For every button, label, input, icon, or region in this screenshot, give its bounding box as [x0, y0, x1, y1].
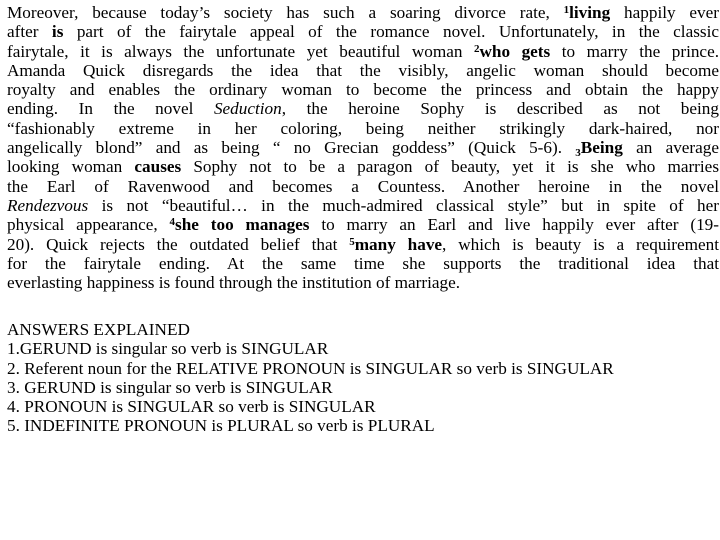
passage-text: to marry an Earl and live happily ever after (19- — [309, 215, 720, 235]
passage-text: physical appearance, — [7, 215, 170, 235]
book-title: Seduction — [213, 99, 282, 119]
passage-line-7: “fashionably extreme in her coloring, being neither strikingly dark-haired, nor — [7, 118, 719, 138]
essay-passage — [7, 3, 719, 292]
bold-verb-phrase: who gets — [479, 41, 551, 61]
passage-text: to marry the prince. — [550, 41, 719, 61]
passage-text: Sophy not to be a paragon of beauty, yet it is she who marries — [181, 157, 720, 177]
passage-line-5: royalty and enables the ordinary woman to become the princess and obtain the happy — [7, 80, 719, 100]
passage-line-3 — [7, 42, 719, 61]
passage-text: part of the fairytale appeal of the romance novel. Unfortunately, in the classic — [63, 22, 719, 42]
marker-number: 2 — [473, 42, 480, 55]
book-title: Rendezvous — [7, 195, 89, 215]
answers-section — [7, 320, 707, 436]
passage-text: Moreover, because today’s society has such a soaring divorce rate, — [7, 3, 564, 22]
passage-line-8 — [7, 138, 719, 160]
passage-text: fairytale, it is always the unfortunate yet beautiful woman — [7, 41, 474, 61]
answers-heading: ANSWERS EXPLAINED — [7, 320, 190, 339]
answer-item-5: 5. INDEFINITE PRONOUN is PLURAL so verb is PLURAL — [7, 416, 435, 436]
passage-text: looking woman — [7, 157, 135, 177]
passage-text: ending. In the novel — [7, 99, 214, 119]
passage-line-4: Amanda Quick disregards the idea that the visibly, angelic woman should become — [7, 60, 719, 80]
passage-text: is not “beautiful… in the much-admired classical style” but in spite of her — [88, 195, 719, 215]
passage-text: , the heroine Sophy is described as not being — [281, 99, 719, 119]
bold-verb-phrase: is — [51, 22, 64, 42]
bold-verb-phrase: many have — [354, 234, 443, 254]
passage-line-12 — [7, 215, 719, 234]
passage-line-11 — [7, 196, 719, 215]
bold-verb-phrase: she too manages — [175, 215, 310, 235]
bold-verb-phrase: living — [569, 3, 611, 22]
answer-item-4: 4. PRONOUN is SINGULAR so verb is SINGULAR — [7, 397, 376, 417]
marker-number: 5 — [349, 235, 355, 248]
passage-text: happily ever — [610, 3, 719, 22]
bold-verb-phrase: causes — [134, 157, 182, 177]
passage-line-10: the Earl of Ravenwood and becomes a Countess. Another heroine in the novel — [7, 176, 719, 196]
marker-number: 1 — [563, 4, 570, 16]
answer-item-2: 2. Referent noun for the RELATIVE PRONOUN is SINGULAR so verb is SINGULAR — [7, 358, 614, 378]
passage-line-15: everlasting happiness is found through the institution of marriage. — [7, 273, 460, 293]
passage-line-6 — [7, 99, 719, 118]
passage-text: angelically blond” and as being “ no Grecian goddess” (Quick 5-6). — [7, 138, 576, 158]
passage-line-14: for the fairytale ending. At the same time she supports the traditional idea that — [7, 253, 719, 273]
passage-line-9 — [7, 157, 719, 176]
passage-text: after — [7, 22, 52, 42]
passage-text: 20). Quick rejects the outdated belief that — [7, 234, 350, 254]
passage-line-2 — [7, 22, 719, 41]
answer-item-3: 3. GERUND is singular so verb is SINGULAR — [7, 377, 333, 397]
passage-line-13 — [7, 235, 719, 254]
marker-number: 3 — [575, 147, 581, 160]
bold-verb-phrase: Being — [580, 138, 623, 158]
marker-number: 4 — [169, 216, 176, 229]
answer-item-1: 1.GERUND is singular so verb is SINGULAR — [7, 339, 329, 359]
passage-text: , which is beauty is a requirement — [442, 234, 719, 254]
passage-text: an average — [622, 138, 719, 158]
passage-line-1 — [7, 3, 719, 22]
